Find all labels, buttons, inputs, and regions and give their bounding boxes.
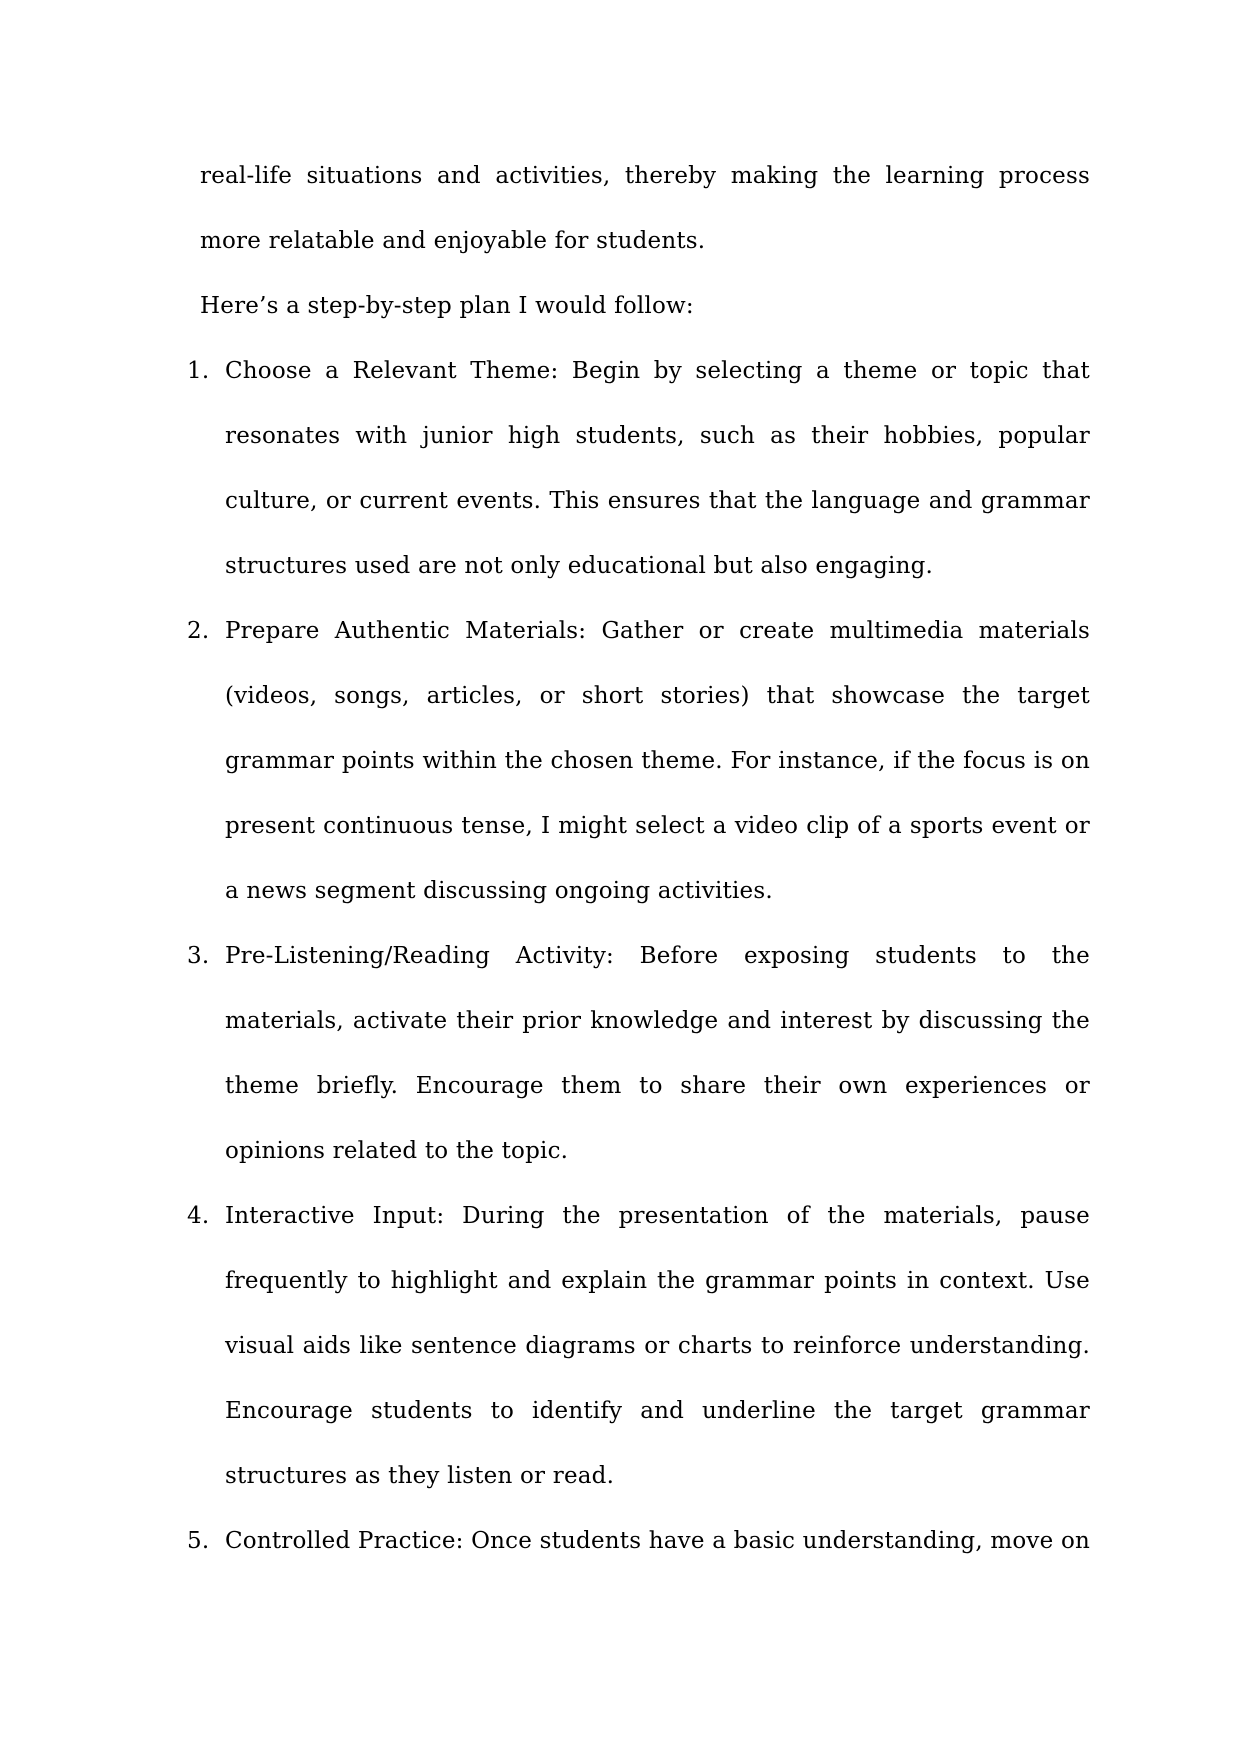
step-text: Pre-Listening/Reading Activity: Before exposing students to the materials, activate their prior knowledge and interest by discussing the theme briefly. Encourage them to share their own experiences or opinions related to the topic. — [225, 943, 1090, 1164]
list-item — [187, 1184, 1090, 1509]
list-item — [187, 339, 1090, 599]
step-number: 4. — [187, 1203, 210, 1229]
steps-list — [187, 339, 1090, 1574]
step-text: Controlled Practice: Once students have a basic understanding, move on — [225, 1528, 1090, 1554]
step-number: 3. — [187, 943, 210, 969]
step-text: Prepare Authentic Materials: Gather or create multimedia materials (videos, songs, articles, or short stories) that showcase the target grammar points within the chosen theme. For instance, if the focus is on present continuous tense, I might select a video clip of a sports event or a news segment discussing ongoing activities. — [225, 618, 1090, 904]
document-body — [187, 144, 1090, 1574]
step-number: 5. — [187, 1528, 210, 1554]
step-text: Interactive Input: During the presentation of the materials, pause frequently to highlight and explain the grammar points in context. Use visual aids like sentence diagrams or charts to reinforce understanding. Encourage students to identify and underline the target grammar structures as they listen or read. — [225, 1203, 1090, 1489]
step-number: 1. — [187, 358, 210, 384]
step-text: Choose a Relevant Theme: Begin by selecting a theme or topic that resonates with junior high students, such as their hobbies, popular culture, or current events. This ensures that the language and grammar structures used are not only educational but also engaging. — [225, 358, 1090, 579]
list-item — [187, 1509, 1090, 1574]
list-item — [187, 924, 1090, 1184]
step-number: 2. — [187, 618, 210, 644]
intro-continuation-paragraph: real-life situations and activities, thereby making the learning process more relatable and enjoyable for students. — [200, 163, 1090, 254]
list-item — [187, 599, 1090, 924]
plan-intro-paragraph: Here’s a step-by-step plan I would follow: — [200, 293, 694, 319]
